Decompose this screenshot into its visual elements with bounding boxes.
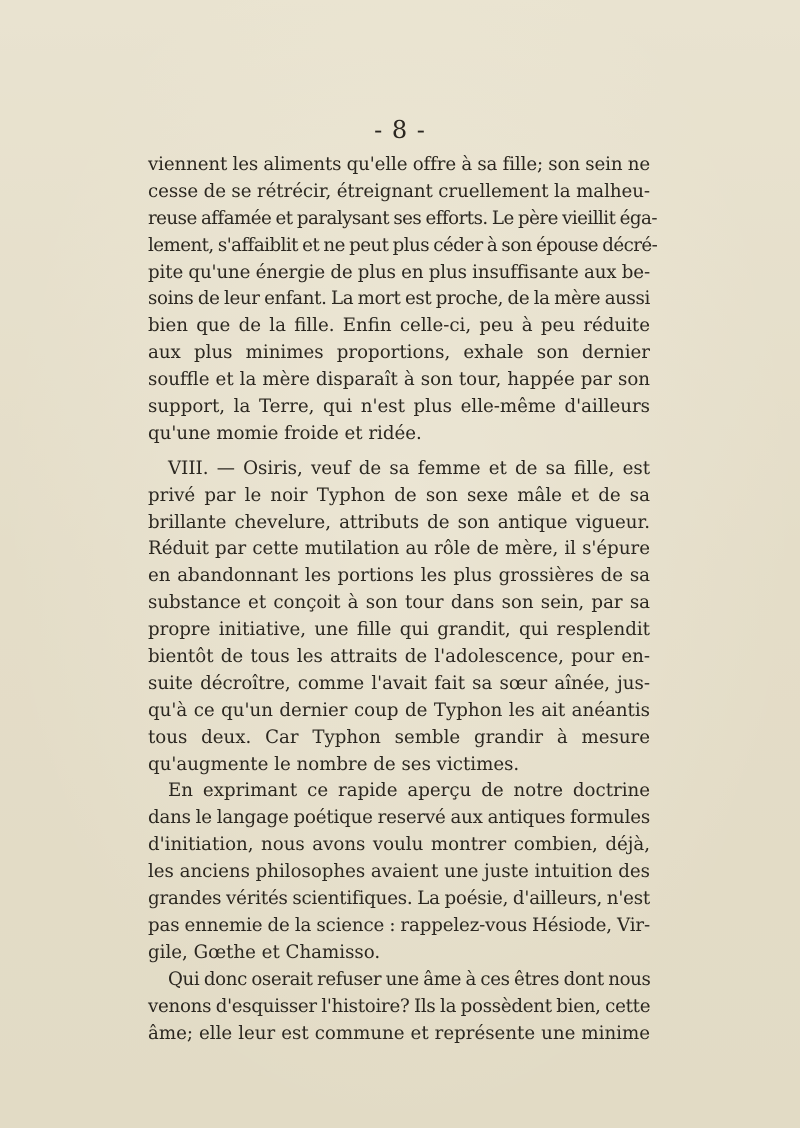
text-line: pas ennemie de la science : rappelez-vous Hésiode, Vir- [148, 914, 650, 936]
text-line: viennent les aliments qu'elle offre à sa fille; son sein ne [148, 154, 650, 175]
text-line: soins de leur enfant. La mort est proche, de la mère aussi [148, 288, 650, 310]
text-line: suite décroître, comme l'avait fait sa sœur aînée, jus- [148, 672, 650, 694]
text-line: lement, s'affaiblit et ne peut plus céder à son épouse décré- [148, 234, 658, 256]
text-line: bientôt de tous les attraits de l'adolescence, pour en- [148, 646, 650, 668]
text-line: tous deux. Car Typhon semble grandir à mesure [148, 726, 650, 748]
text-line: qu'à ce qu'un dernier coup de Typhon les ait anéantis [148, 699, 650, 721]
text-line: cesse de se rétrécir, étreignant cruellement la malheu- [148, 180, 650, 202]
text-line: qu'augmente le nombre de ses victimes. [148, 753, 520, 775]
text-line: aux plus minimes proportions, exhale son dernier [148, 342, 650, 364]
paragraph-2 [148, 456, 650, 779]
body-text [148, 152, 658, 1047]
text-line: VIII. — Osiris, veuf de sa femme et de sa fille, est [168, 457, 650, 479]
text-line: substance et conçoit à son tour dans son sein, par sa [148, 592, 650, 614]
text-line: dans le langage poétique reservé aux antiques formules [148, 807, 650, 829]
text-line: propre initiative, une fille qui grandit, qui resplendit [148, 619, 650, 641]
paragraph-4 [148, 967, 650, 1048]
text-line: en abandonnant les portions les plus grossières de sa [148, 565, 650, 587]
text-line: Qui donc oserait refuser une âme à ces êtres dont nous [168, 968, 651, 990]
page-number: - 8 - [374, 116, 426, 144]
text-line: qu'une momie froide et ridée. [148, 422, 422, 444]
text-line: pite qu'une énergie de plus en plus insuffisante aux be- [148, 261, 650, 283]
text-line: venons d'esquisser l'histoire? Ils la possèdent bien, cette [148, 995, 651, 1017]
text-line: grandes vérités scientifiques. La poésie, d'ailleurs, n'est [148, 888, 650, 910]
text-line: d'initiation, nous avons voulu montrer combien, déjà, [148, 834, 650, 856]
paragraph-1 [148, 152, 658, 448]
text-line: support, la Terre, qui n'est plus elle-même d'ailleurs [148, 396, 650, 418]
text-line: brillante chevelure, attributs de son antique vigueur. [148, 511, 650, 533]
text-line: En exprimant ce rapide aperçu de notre doctrine [168, 780, 650, 802]
text-line: souffle et la mère disparaît à son tour, happée par son [148, 369, 650, 391]
paragraph-3 [148, 778, 650, 966]
text-line: reuse affamée et paralysant ses efforts. Le père vieillit éga- [148, 207, 658, 229]
paragraph-spacer [148, 448, 650, 456]
text-line: Réduit par cette mutilation au rôle de mère, il s'épure [148, 538, 650, 560]
text-line: gile, Gœthe et Chamisso. [148, 941, 381, 963]
text-line: bien que de la fille. Enfin celle-ci, peu à peu réduite [148, 315, 650, 337]
text-line: privé par le noir Typhon de son sexe mâle et de sa [148, 484, 650, 506]
text-line: les anciens philosophes avaient une juste intuition des [148, 861, 650, 883]
text-line: âme; elle leur est commune et représente une minime [148, 1022, 650, 1044]
